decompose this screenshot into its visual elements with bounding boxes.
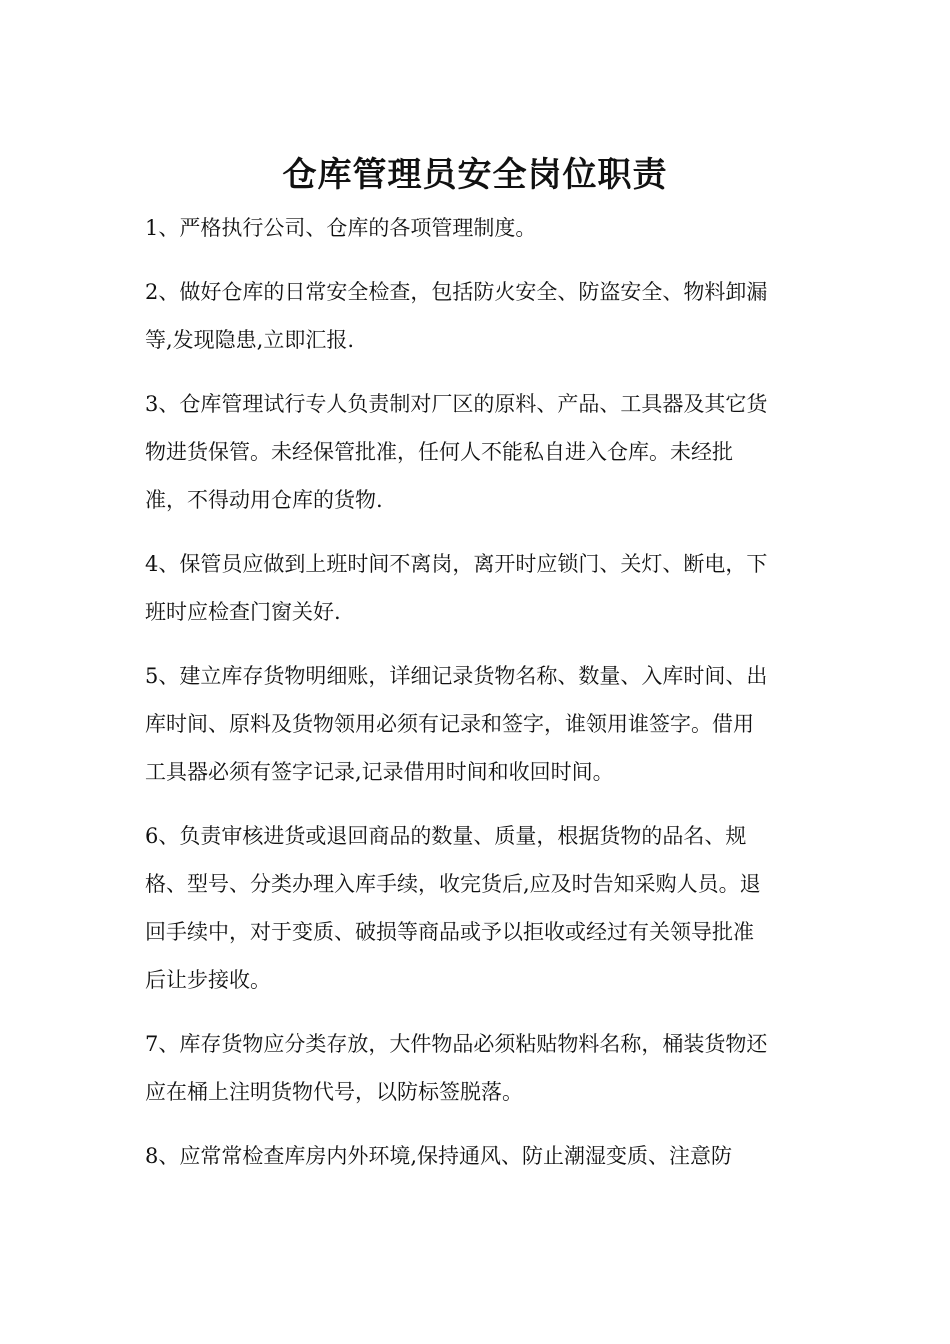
paragraph-line: 6、负责审核进货或退回商品的数量、质量，根据货物的品名、规	[145, 824, 747, 848]
paragraph-line: 班时应检查门窗关好.	[145, 600, 341, 624]
paragraph-line: 格、型号、分类办理入库手续，收完货后,应及时告知采购人员。退	[145, 872, 761, 896]
paragraph-line: 2、做好仓库的日常安全检查，包括防火安全、防盗安全、物料卸漏	[145, 280, 768, 304]
paragraph-line: 准，不得动用仓库的货物.	[145, 488, 383, 512]
paragraph-line: 8、应常常检查库房内外环境,保持通风、防止潮湿变质、注意防	[145, 1144, 733, 1168]
paragraph-2	[145, 268, 810, 364]
paragraph-6	[145, 812, 810, 1004]
paragraph-4	[145, 540, 810, 636]
paragraph-line: 应在桶上注明货物代号，以防标签脱落。	[145, 1080, 523, 1104]
paragraph-line: 后让步接收。	[145, 968, 271, 992]
paragraph-line: 3、仓库管理试行专人负责制对厂区的原料、产品、工具器及其它货	[145, 392, 768, 416]
document-body	[145, 204, 810, 1196]
paragraph-line: 库时间、原料及货物领用必须有记录和签字，谁领用谁签字。借用	[145, 712, 754, 736]
paragraph-1	[145, 204, 810, 252]
paragraph-line: 4、保管员应做到上班时间不离岗，离开时应锁门、关灯、断电，下	[145, 552, 768, 576]
paragraph-3	[145, 380, 810, 524]
paragraph-line: 回手续中，对于变质、破损等商品或予以拒收或经过有关领导批准	[145, 920, 754, 944]
paragraph-8	[145, 1132, 810, 1180]
paragraph-7	[145, 1020, 810, 1116]
paragraph-line: 工具器必须有签字记录,记录借用时间和收回时间。	[145, 760, 614, 784]
paragraph-line: 5、建立库存货物明细账，详细记录货物名称、数量、入库时间、出	[145, 664, 768, 688]
document-title: 仓库管理员安全岗位职责	[282, 154, 668, 195]
paragraph-line: 物进货保管。未经保管批准，任何人不能私自进入仓库。未经批	[145, 440, 733, 464]
paragraph-5	[145, 652, 810, 796]
paragraph-line: 7、库存货物应分类存放，大件物品必须粘贴物料名称，桶装货物还	[145, 1032, 768, 1056]
paragraph-line: 1、严格执行公司、仓库的各项管理制度。	[145, 216, 537, 240]
paragraph-line: 等,发现隐患,立即汇报.	[145, 328, 355, 352]
